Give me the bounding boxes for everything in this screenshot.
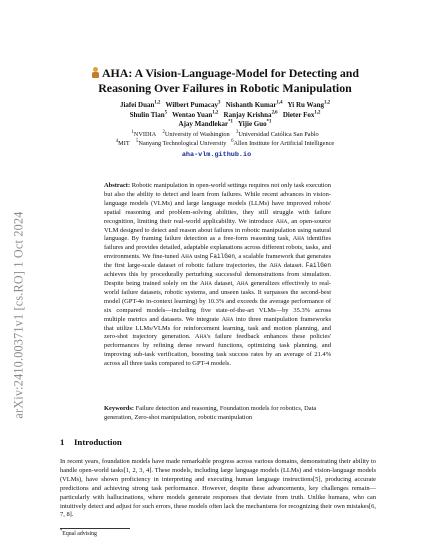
affiliation: Nanyang Technological University [138, 140, 227, 148]
author-name: Yijie Guo [237, 120, 267, 129]
affiliation: MIT [118, 140, 130, 148]
affiliation: Allen Institute for Artificial Intelligence [233, 140, 335, 148]
keywords-label: Keywords: [104, 405, 135, 412]
affiliation-line-2: $^4$MIT $^5$Nanyang Technological University $^6$Allen Institute for Artificial Intelligence [115, 139, 335, 148]
footnote-divider [60, 528, 130, 529]
introduction-paragraph: In recent years, foundation models have made remarkable progress across various domains, demonstrating their ability to handle open-world tasks[1, 2, 3, 4]. These models, including large language models (LLMs) and vision-language models (VLMs), have shown proficiency in interpreting and executing human language instructions[5], producing accurate predictions and achieving strong task performance. However, despite these advancements, key challenges remain—particularly with hallucinations, where models generate responses that deviate from truth. Unlike humans, who can intuitively detect and adjust for such errors, these models often lack the mechanisms for recognizing their own mistakes[6, 7, 8]. [60, 458, 376, 519]
author-name: Shulin Tian [129, 110, 165, 119]
aha-mascot-icon [91, 67, 100, 78]
footnote: *Equal advising [60, 528, 97, 537]
affiliation: NVIDIA [133, 130, 157, 138]
title-line-2: Reasoning Over Failures in Robotic Manipulation [98, 81, 352, 95]
paper-title [60, 66, 390, 96]
author-block [70, 101, 380, 149]
author-name: Nishanth Kumar [225, 101, 277, 109]
author-name: Yi Ru Wang [287, 101, 325, 109]
abstract: Abstract: Robotic manipulation in open-world settings requires not only task execution but also the ability to detect and learn from failures. While recent advances in vision-language models (VLMs) and large language models (LLMs) have improved robots' spatial reasoning and problem-solving abilities, they still struggle with failure recognition, limiting their real-world applicability. We introduce Aha, an open-source VLM designed to detect and reason about failures in robotic manipulation using natural language. By framing failure detection as a free-form reasoning task, Aha identifies failures and provides detailed, adaptable explanations across different robots, tasks, and environments. We fine-tuned Aha using FailGen, a scalable framework that generates the first large-scale dataset of robotic failure trajectories, the Aha dataset. FailGen achieves this by procedurally perturbing successful demonstrations from simulation. Despite being trained solely on the Aha dataset, Aha generalizes effectively to real-world failure datasets, robotic systems, and unseen tasks. It surpasses the second-best model (GPT-4o in-context learning) by 10.3% and exceeds the average performance of six compared models—including five state-of-the-art VLMs—by 35.3% across multiple metrics and datasets. We integrate Aha into three manipulation frameworks that utilize LLMs/VLMs for reinforcement learning, task and motion planning, and zero-shot trajectory generation. Aha's failure feedback enhances these policies' performances by refining dense reward functions, optimizing task planning, and improving sub-task verification, boosting task success rates by an average of 21.4% across all three tasks compared to GPT-4 models. [104, 182, 332, 368]
author-name: Jiafei Duan [119, 101, 155, 109]
author-name: Dieter Fox [282, 110, 315, 119]
abstract-label: Abstract: [104, 182, 131, 189]
author-line-3: Ajay Mandlekar$^{*1}$ Yijie Guo$^{*1}$ [178, 119, 272, 129]
author-line-1: Jiafei Duan$^{1,2}$ Wilbert Pumacay$^3$ Nishanth Kumar$^{1,4}$ Yi Ru Wang$^{1,2}$ [119, 100, 331, 109]
author-name: Ranjay Krishna [223, 110, 272, 119]
author-name: Ajay Mandlekar [178, 120, 229, 129]
affiliation-line-1: $^1$NVIDIA $^2$University of Washington $^3$Universidad Católica San Pablo [131, 129, 319, 138]
title-line-1: AHA: A Vision-Language-Model for Detecting and [101, 66, 360, 80]
affiliation: Universidad Católica San Pablo [238, 130, 319, 138]
arxiv-identifier: arXiv:2410.00371v1 [cs.RO] 1 Oct 2024 [11, 211, 26, 419]
author-name: Wilbert Pumacay [165, 101, 219, 109]
project-website-link[interactable]: aha-vlm.github.io [181, 151, 252, 159]
author-line-2: Shulin Tian$^5$ Wentao Yuan$^{1,2}$ Ranjay Krishna$^{2,6}$ Dieter Fox$^{1,2}$ [129, 110, 321, 119]
keywords: Keywords: Failure detection and reasoning, Foundation models for robotics, Data generation, Zero-shot manipulation, robotic manipulation [104, 405, 317, 421]
section-heading [60, 437, 122, 447]
author-name: Wentao Yuan [172, 110, 213, 119]
section-title: Introduction [74, 437, 122, 447]
affiliation: University of Washington [164, 130, 230, 138]
section-number: 1 [60, 437, 65, 447]
